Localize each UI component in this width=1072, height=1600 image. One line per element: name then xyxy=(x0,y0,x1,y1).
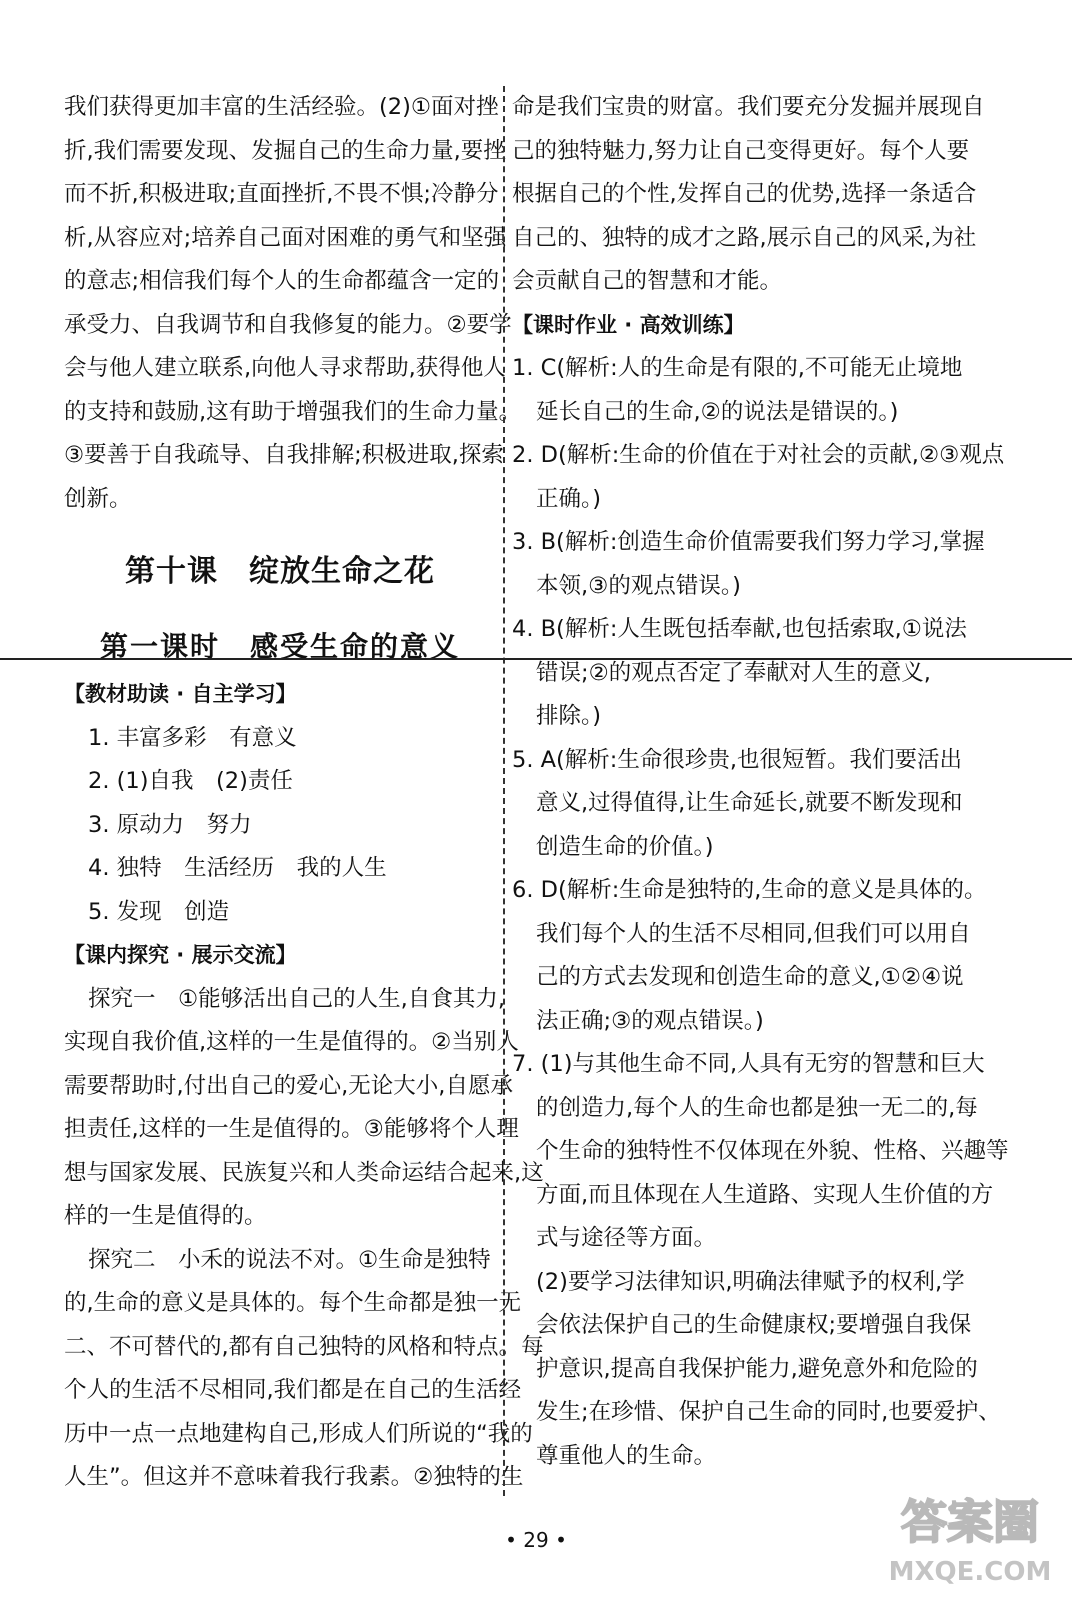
answer-5 xyxy=(512,739,972,870)
text-line: 根据自己的个性,发挥自己的优势,选择一条适合 xyxy=(512,181,977,207)
list-item: 4. 独特 生活经历 我的人生 xyxy=(88,855,387,881)
explore-one-paragraph xyxy=(64,978,544,1239)
answer-line: 6. D(解析:生命是独特的,生命的意义是具体的。 xyxy=(512,877,987,903)
text-line: 会与他人建立联系,向他人寻求帮助,获得他人 xyxy=(64,355,506,381)
answer-line: 尊重他人的生命。 xyxy=(536,1442,717,1469)
text-line: 实现自我价值,这样的一生是值得的。②当别人 xyxy=(64,1029,519,1055)
reading-answers-list xyxy=(64,717,496,935)
answer-6 xyxy=(512,869,987,1043)
text-line: 担责任,这样的一生是值得的。③能够将个人理 xyxy=(64,1116,519,1142)
text-line: 需要帮助时,付出自己的爱心,无论大小,自愿承 xyxy=(64,1072,513,1099)
answer-line: 7. (1)与其他生命不同,人具有无穷的智慧和巨大 xyxy=(512,1051,985,1077)
answer-line: 4. B(解析:人生既包括奉献,也包括索取,①说法 xyxy=(512,616,967,642)
watermark-logo xyxy=(880,1480,1060,1590)
answer-2 xyxy=(512,434,1005,521)
answer-line: 排除。) xyxy=(536,703,602,729)
answer-line: 个生命的独特性不仅体现在外貌、性格、兴趣等 xyxy=(536,1138,1009,1164)
section-heading-explore: 【课内探究 · 展示交流】 xyxy=(64,943,297,967)
text-line: 承受力、自我调节和自我修复的能力。②要学 xyxy=(64,311,512,338)
list-item: 1. 丰富多彩 有意义 xyxy=(88,724,297,751)
answer-line: 法正确;③的观点错误。) xyxy=(536,1007,764,1034)
answer-1 xyxy=(512,347,972,434)
text-line: 而不折,积极进取;直面挫折,不畏不惧;冷静分 xyxy=(64,181,499,207)
text-line: 二、不可替代的,都有自己独特的风格和特点。每 xyxy=(64,1333,544,1360)
text-line: 的支持和鼓励,这有助于增强我们的生命力量。 xyxy=(64,398,522,425)
answer-line: 2. D(解析:生命的价值在于对社会的贡献,②③观点 xyxy=(512,442,1005,468)
left-column xyxy=(64,86,544,1500)
answer-line: 1. C(解析:人的生命是有限的,不可能无止境地 xyxy=(512,355,963,381)
text-line: 的,生命的意义是具体的。每个生命都是独一无 xyxy=(64,1290,522,1316)
text-line: 折,我们需要发现、发掘自己的生命力量,要挫 xyxy=(64,137,506,164)
left-top-paragraph xyxy=(64,86,522,521)
list-item: 5. 发现 创造 xyxy=(88,898,230,925)
text-line: 想与国家发展、民族复兴和人类命运结合起来,这 xyxy=(64,1159,544,1186)
text-line: 我们获得更加丰富的生活经验。(2)①面对挫 xyxy=(64,94,499,120)
answer-line: 5. A(解析:生命很珍贵,也很短暂。我们要活出 xyxy=(512,746,963,773)
answer-line: (2)要学习法律知识,明确法律赋予的权利,学 xyxy=(536,1268,965,1295)
watermark-bottom-text: MXQE.COM xyxy=(888,1557,1052,1587)
text-line: 历中一点一点地建构自己,形成人们所说的“我的 xyxy=(64,1420,533,1447)
text-line: 命是我们宝贵的财富。我们要充分发掘并展现自 xyxy=(512,94,985,120)
answer-line: 式与途径等方面。 xyxy=(536,1225,717,1251)
page-number: • 29 • xyxy=(505,1528,567,1552)
section-heading-homework: 【课时作业 · 高效训练】 xyxy=(512,312,745,337)
answer-3 xyxy=(512,521,985,608)
answer-line: 发生;在珍惜、保护自己生命的同时,也要爱护、 xyxy=(536,1399,1001,1425)
scan-fold-line xyxy=(0,658,1072,660)
text-line: 样的一生是值得的。 xyxy=(64,1203,267,1229)
right-top-paragraph xyxy=(512,86,985,304)
list-item: 3. 原动力 努力 xyxy=(88,811,252,838)
text-line: 创新。 xyxy=(64,485,132,512)
text-line: 析,从容应对;培养自己面对困难的勇气和坚强 xyxy=(64,224,507,251)
answer-line: 会依法保护自己的生命健康权;要增强自我保 xyxy=(536,1312,972,1338)
answer-line: 己的方式去发现和创造生命的意义,①②④说 xyxy=(536,964,964,990)
answer-line: 意义,过得值得,让生命延长,就要不断发现和 xyxy=(536,790,963,816)
answer-line: 本领,③的观点错误。) xyxy=(536,572,741,599)
answer-line: 的创造力,每个人的生命也都是独一无二的,每 xyxy=(536,1094,978,1121)
answer-line: 方面,而且体现在人生道路、实现人生价值的方 xyxy=(536,1181,994,1208)
answer-line: 我们每个人的生活不尽相同,但我们可以用自 xyxy=(536,920,971,947)
lesson-subtitle: 第一课时 感受生命的意义 xyxy=(99,630,460,663)
text-line: 探究一 ①能够活出自己的人生,自食其力, xyxy=(88,985,505,1012)
answer-line: 正确。) xyxy=(536,485,602,512)
text-line: 人生”。但这并不意味着我行我素。②独特的生 xyxy=(64,1464,524,1490)
text-line: ③要善于自我疏导、自我排解;积极进取,探索 xyxy=(64,442,504,468)
list-item: 2. (1)自我 (2)责任 xyxy=(88,768,293,794)
text-line: 己的独特魅力,努力让自己变得更好。每个人要 xyxy=(512,137,970,164)
answer-line: 3. B(解析:创造生命价值需要我们努力学习,掌握 xyxy=(512,529,985,555)
answer-line: 延长自己的生命,②的说法是错误的。) xyxy=(536,398,899,425)
watermark-top-text: 答案圈 xyxy=(901,1495,1039,1549)
text-line: 自己的、独特的成才之路,展示自己的风采,为社 xyxy=(512,224,977,251)
answer-7 xyxy=(512,1043,1009,1478)
text-line: 会贡献自己的智慧和才能。 xyxy=(512,268,783,294)
explore-two-paragraph xyxy=(64,1239,544,1500)
column-divider xyxy=(503,86,505,1496)
answer-line: 护意识,提高自我保护能力,避免意外和危险的 xyxy=(536,1355,978,1382)
answer-line: 错误;②的观点否定了奉献对人生的意义, xyxy=(536,659,931,686)
lesson-title: 第十课 绽放生命之花 xyxy=(125,554,435,589)
section-heading-reading: 【教材助读 · 自主学习】 xyxy=(64,682,297,706)
text-line: 的意志;相信我们每个人的生命都蕴含一定的 xyxy=(64,268,500,294)
answer-4 xyxy=(512,608,972,739)
right-column xyxy=(512,86,1009,1478)
text-line: 个人的生活不尽相同,我们都是在自己的生活经 xyxy=(64,1377,522,1403)
answer-line: 创造生命的价值。) xyxy=(536,833,714,860)
text-line: 探究二 小禾的说法不对。①生命是独特 xyxy=(88,1246,491,1273)
